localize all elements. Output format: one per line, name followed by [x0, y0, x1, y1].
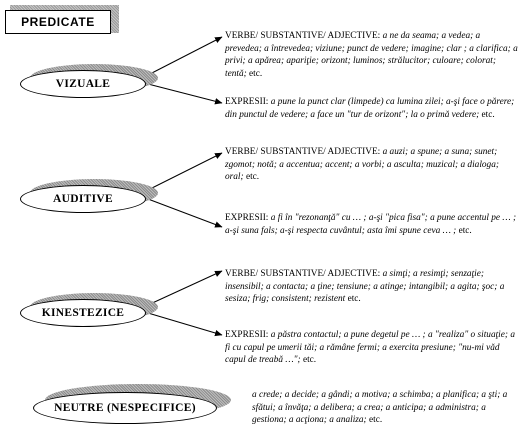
vizuale-verbe-text	[225, 30, 518, 80]
arrow-vizuale-expresii	[148, 84, 222, 103]
block-tail: etc.	[368, 415, 383, 426]
page-title: PREDICATE	[5, 10, 111, 34]
block-body: a ne da seama; a vedea; a prevedea; a întrevedea; viziune; punct de vedere; imagine; clar ; a clarifica; a privi; a apărea; apariţie; orizont; luminos; strălucitor; culoare; colorat; tentă;	[225, 31, 518, 79]
block-body: a pune la punct clar (limpede) ca lumina zilei; a-şi face o părere; din punctul de vedere; a face un "tur de orizont"; la o primă vedere;	[225, 97, 515, 120]
category-label-auditive: AUDITIVE	[20, 185, 146, 213]
block-body: a simţi; a resimţi; senzaţie; insensibil; a contacta; a ţine; tensiune; a atinge; intangibil; a agita; şoc; a sesiza; frig; consistent; rezistent	[225, 269, 505, 305]
block-tail: etc.	[458, 225, 472, 236]
arrow-kinestezice-verbe	[148, 271, 222, 305]
arrow-auditive-verbe	[148, 153, 222, 190]
kinestezice-expresii-text	[225, 329, 518, 367]
block-body: a păstra contactul; a pune degetul pe … ; a "realiza" o situaţie; a fi cu capul pe umerii tăi; a rămâne fermi; a exercita presiune; "nu-mi văd capul de treabă …";	[225, 330, 515, 366]
block-tail: etc.	[347, 294, 361, 305]
category-label-kinestezice: KINESTEZICE	[20, 299, 146, 327]
block-heading: EXPRESII:	[225, 97, 269, 107]
arrow-kinestezice-expresii	[148, 313, 222, 335]
block-body: a crede; a decide; a gândi; a motiva; a schimba; a planifica; a şti; a sfătui; a învăţa; a delibera; a crea; a anticipa; a administra; a gestiona; a acţiona; a analiza;	[252, 390, 508, 426]
block-heading: EXPRESII:	[225, 330, 269, 340]
oval-neutre	[33, 384, 233, 426]
vizuale-expresii-text	[225, 96, 518, 121]
auditive-verbe-text	[225, 146, 518, 184]
oval-vizuale	[20, 64, 158, 100]
block-body: a auzi; a spune; a suna; sunet; zgomot; notă; a accentua; accent; a vorbi; a asculta; muzical; a dialoga; oral;	[225, 147, 499, 183]
block-heading: VERBE/ SUBSTANTIVE/ ADJECTIVE:	[225, 31, 381, 41]
auditive-expresii-text	[225, 212, 518, 237]
block-heading: VERBE/ SUBSTANTIVE/ ADJECTIVE:	[225, 147, 381, 157]
oval-auditive	[20, 179, 158, 215]
block-tail: etc.	[302, 355, 317, 366]
block-heading: VERBE/ SUBSTANTIVE/ ADJECTIVE:	[225, 269, 381, 279]
block-tail: etc.	[245, 172, 260, 183]
block-body: a fi în "rezonanţă" cu … ; a-şi "pica fisa"; a pune accentul pe … ; a-şi suna fals; a-şi respecta cuvântul; asta îmi spune ceva … ;	[225, 213, 517, 236]
block-tail: etc.	[249, 68, 263, 79]
neutre-text	[252, 389, 520, 427]
oval-kinestezice	[20, 293, 158, 329]
category-label-neutre: NEUTRE (NESPECIFICE)	[33, 392, 217, 424]
block-heading: EXPRESII:	[225, 213, 269, 223]
block-tail: etc.	[481, 109, 495, 120]
category-label-vizuale: VIZUALE	[20, 70, 146, 98]
kinestezice-verbe-text	[225, 268, 518, 306]
arrow-auditive-expresii	[148, 199, 222, 227]
arrow-vizuale-verbe	[148, 37, 222, 75]
